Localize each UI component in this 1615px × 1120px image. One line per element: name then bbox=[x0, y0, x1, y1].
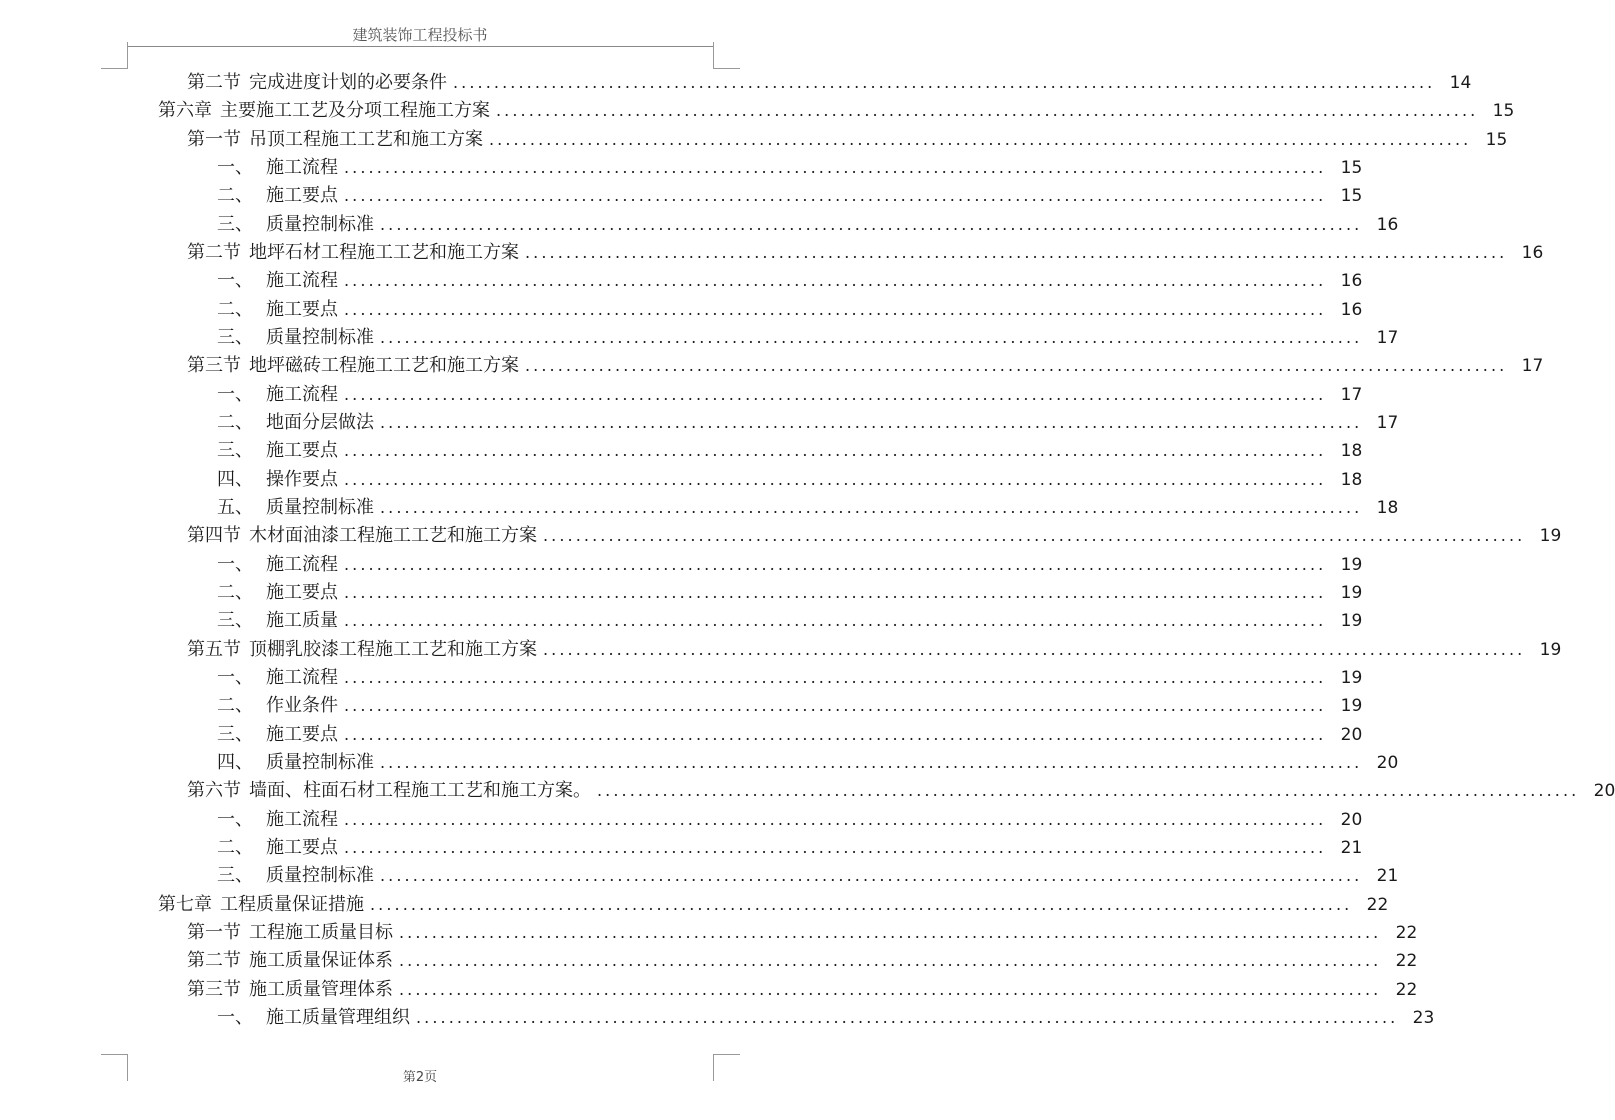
toc-dot-leader: ........................................................................................................................ bbox=[344, 158, 1327, 178]
toc-entry-page-number: 14 bbox=[1449, 73, 1472, 94]
toc-entry-page-number: 16 bbox=[1340, 299, 1363, 320]
toc-entry-page-number: 17 bbox=[1521, 356, 1544, 377]
toc-entry[interactable] bbox=[0, 239, 1544, 267]
toc-dot-leader: ........................................................................................................................ bbox=[344, 271, 1327, 291]
toc-entry-title: 施工质量管理体系 bbox=[249, 978, 393, 1000]
toc-entry-page-number: 15 bbox=[1492, 101, 1515, 122]
toc-entry-number: 第二节 bbox=[187, 950, 241, 972]
toc-dot-leader: ........................................................................................................................ bbox=[344, 469, 1327, 489]
toc-entry-number: 二、 bbox=[217, 695, 253, 717]
toc-entry-title: 质量控制标准 bbox=[266, 497, 374, 519]
toc-entry-title: 施工流程 bbox=[266, 383, 338, 405]
toc-dot-leader: ........................................................................................................................ bbox=[370, 894, 1353, 914]
toc-dot-leader: ........................................................................................................................ bbox=[543, 639, 1526, 659]
toc-entry[interactable] bbox=[0, 409, 1399, 437]
toc-entry-page-number: 19 bbox=[1340, 696, 1363, 717]
toc-entry-number: 四、 bbox=[217, 468, 253, 490]
toc-entry-page-number: 15 bbox=[1485, 129, 1508, 150]
toc-entry-page-number: 16 bbox=[1340, 271, 1363, 292]
toc-entry[interactable] bbox=[0, 324, 1399, 352]
toc-entry-title: 地坪石材工程施工工艺和施工方案 bbox=[249, 242, 519, 264]
toc-dot-leader: ........................................................................................................................ bbox=[344, 809, 1327, 829]
toc-entry[interactable] bbox=[0, 267, 1363, 295]
toc-entry[interactable] bbox=[0, 692, 1363, 720]
toc-entry-number: 第五节 bbox=[187, 638, 241, 660]
toc-entry-number: 第三节 bbox=[187, 355, 241, 377]
toc-entry-page-number: 21 bbox=[1376, 866, 1399, 887]
toc-dot-leader: ........................................................................................................................ bbox=[344, 186, 1327, 206]
toc-entry[interactable] bbox=[0, 607, 1363, 635]
toc-dot-leader: ........................................................................................................................ bbox=[344, 583, 1327, 603]
toc-entry-title: 施工要点 bbox=[266, 185, 338, 207]
toc-entry-page-number: 22 bbox=[1395, 951, 1418, 972]
toc-entry-number: 三、 bbox=[217, 213, 253, 235]
toc-entry[interactable] bbox=[0, 891, 1389, 919]
toc-dot-leader: ........................................................................................................................ bbox=[525, 356, 1508, 376]
toc-entry[interactable] bbox=[0, 664, 1363, 692]
toc-entry-page-number: 22 bbox=[1395, 979, 1418, 1000]
toc-entry-page-number: 19 bbox=[1340, 668, 1363, 689]
toc-entry[interactable] bbox=[0, 522, 1562, 550]
toc-entry-page-number: 18 bbox=[1340, 469, 1363, 490]
toc-entry[interactable] bbox=[0, 721, 1363, 749]
toc-entry-page-number: 17 bbox=[1376, 413, 1399, 434]
toc-entry-page-number: 20 bbox=[1593, 781, 1615, 802]
toc-entry-number: 二、 bbox=[217, 412, 253, 434]
toc-entry[interactable] bbox=[0, 579, 1363, 607]
toc-dot-leader: ........................................................................................................................ bbox=[489, 129, 1472, 149]
toc-entry-title: 作业条件 bbox=[266, 695, 338, 717]
toc-entry-page-number: 19 bbox=[1340, 554, 1363, 575]
toc-dot-leader: ........................................................................................................................ bbox=[380, 753, 1363, 773]
toc-entry-title: 木材面油漆工程施工工艺和施工方案 bbox=[249, 525, 537, 547]
toc-entry-title: 施工质量保证体系 bbox=[249, 950, 393, 972]
toc-dot-leader: ........................................................................................................................ bbox=[344, 696, 1327, 716]
toc-entry-page-number: 15 bbox=[1340, 158, 1363, 179]
toc-entry[interactable] bbox=[0, 154, 1363, 182]
toc-entry[interactable] bbox=[0, 551, 1363, 579]
toc-entry[interactable] bbox=[0, 381, 1363, 409]
crop-mark-top-right bbox=[713, 42, 740, 69]
toc-entry-number: 五、 bbox=[217, 497, 253, 519]
toc-entry-number: 第一节 bbox=[187, 922, 241, 943]
toc-entry-page-number: 16 bbox=[1521, 243, 1544, 264]
toc-entry[interactable] bbox=[0, 862, 1399, 890]
toc-entry[interactable] bbox=[0, 494, 1399, 522]
toc-entry-number: 二、 bbox=[217, 837, 253, 859]
toc-entry-page-number: 20 bbox=[1340, 809, 1363, 830]
toc-entry-page-number: 22 bbox=[1395, 923, 1418, 943]
toc-entry-page-number: 19 bbox=[1340, 611, 1363, 632]
toc-entry-page-number: 17 bbox=[1376, 328, 1399, 349]
toc-entry-title: 质量控制标准 bbox=[266, 752, 374, 774]
toc-entry-number: 四、 bbox=[217, 752, 253, 774]
toc-entry[interactable] bbox=[0, 806, 1363, 834]
toc-entry-number: 第二节 bbox=[187, 72, 241, 94]
toc-entry-page-number: 23 bbox=[1412, 1007, 1435, 1028]
toc-entry-number: 第六章 bbox=[158, 100, 212, 122]
toc-dot-leader: ........................................................................................................................ bbox=[399, 979, 1382, 999]
toc-entry-number: 二、 bbox=[217, 185, 253, 207]
toc-entry-page-number: 18 bbox=[1340, 441, 1363, 462]
toc-entry-title: 完成进度计划的必要条件 bbox=[249, 72, 447, 94]
toc-entry-title: 顶棚乳胶漆工程施工工艺和施工方案 bbox=[249, 638, 537, 660]
toc-entry-title: 施工流程 bbox=[266, 157, 338, 179]
toc-entry-number: 二、 bbox=[217, 298, 253, 320]
crop-mark-top-left bbox=[101, 42, 128, 69]
toc-entry-title: 施工质量管理组织 bbox=[266, 1006, 410, 1028]
toc-dot-leader: ........................................................................................................................ bbox=[525, 243, 1508, 263]
toc-dot-leader: ........................................................................................................................ bbox=[453, 73, 1436, 93]
toc-dot-leader: ........................................................................................................................ bbox=[597, 781, 1580, 801]
toc-entry-page-number: 15 bbox=[1340, 186, 1363, 207]
toc-entry[interactable] bbox=[0, 211, 1399, 239]
toc-entry[interactable] bbox=[0, 97, 1515, 125]
toc-entry[interactable] bbox=[0, 947, 1418, 975]
toc-dot-leader: ........................................................................................................................ bbox=[380, 498, 1363, 518]
toc-entry-title: 施工流程 bbox=[266, 667, 338, 689]
toc-entry-page-number: 20 bbox=[1376, 753, 1399, 774]
toc-entry[interactable] bbox=[0, 352, 1544, 380]
toc-entry-title: 施工流程 bbox=[266, 808, 338, 830]
toc-dot-leader: ........................................................................................................................ bbox=[380, 328, 1363, 348]
toc-entry-title: 主要施工工艺及分项工程施工方案 bbox=[220, 100, 490, 122]
toc-entry[interactable] bbox=[0, 182, 1363, 210]
toc-entry[interactable] bbox=[0, 466, 1363, 494]
toc-entry-number: 第六节 bbox=[187, 780, 241, 802]
toc-entry-number: 二、 bbox=[217, 582, 253, 604]
toc-dot-leader: ........................................................................................................................ bbox=[344, 611, 1327, 631]
toc-entry-number: 一、 bbox=[217, 157, 253, 179]
toc-entry-title: 施工要点 bbox=[266, 837, 338, 859]
toc-entry-page-number: 22 bbox=[1366, 894, 1389, 915]
toc-entry-number: 三、 bbox=[217, 327, 253, 349]
toc-entry-number: 一、 bbox=[217, 808, 253, 830]
toc-entry-title: 施工要点 bbox=[266, 440, 338, 462]
toc-entry-title: 操作要点 bbox=[266, 468, 338, 490]
toc-entry-number: 三、 bbox=[217, 610, 253, 632]
toc-entry-title: 施工要点 bbox=[266, 298, 338, 320]
toc-entry[interactable] bbox=[0, 919, 1418, 947]
toc-dot-leader: ........................................................................................................................ bbox=[399, 923, 1382, 942]
toc-entry-number: 第一节 bbox=[187, 128, 241, 150]
toc-entry-page-number: 20 bbox=[1340, 724, 1363, 745]
toc-entry-number: 三、 bbox=[217, 440, 253, 462]
toc-dot-leader: ........................................................................................................................ bbox=[380, 866, 1363, 886]
toc-entry-page-number: 16 bbox=[1376, 214, 1399, 235]
toc-dot-leader: ........................................................................................................................ bbox=[380, 413, 1363, 433]
toc-entry-page-number: 19 bbox=[1539, 639, 1562, 660]
toc-dot-leader: ........................................................................................................................ bbox=[399, 951, 1382, 971]
toc-entry-title: 地面分层做法 bbox=[266, 412, 374, 434]
toc-entry-title: 施工质量 bbox=[266, 610, 338, 632]
toc-entry-title: 施工要点 bbox=[266, 723, 338, 745]
page-number-footer: 第2页 bbox=[402, 1070, 438, 1085]
running-header-title: 建筑装饰工程投标书 bbox=[352, 26, 488, 44]
toc-dot-leader: ........................................................................................................................ bbox=[543, 526, 1526, 546]
toc-entry-page-number: 17 bbox=[1340, 384, 1363, 405]
toc-entry-title: 墙面、柱面石材工程施工工艺和施工方案。 bbox=[249, 780, 591, 802]
toc-entry-title: 施工要点 bbox=[266, 582, 338, 604]
toc-entry[interactable] bbox=[0, 69, 1472, 97]
toc-dot-leader: ........................................................................................................................ bbox=[416, 1007, 1399, 1027]
toc-entry-title: 工程质量保证措施 bbox=[220, 893, 364, 915]
toc-entry[interactable] bbox=[0, 834, 1363, 862]
toc-entry-number: 一、 bbox=[217, 383, 253, 405]
toc-entry-page-number: 19 bbox=[1340, 583, 1363, 604]
toc-dot-leader: ........................................................................................................................ bbox=[344, 299, 1327, 319]
toc-entry-title: 质量控制标准 bbox=[266, 327, 374, 349]
toc-entry[interactable] bbox=[0, 749, 1399, 777]
toc-entry-number: 一、 bbox=[217, 553, 253, 575]
toc-entry-number: 第四节 bbox=[187, 525, 241, 547]
toc-dot-leader: ........................................................................................................................ bbox=[380, 214, 1363, 234]
toc-entry-title: 地坪磁砖工程施工工艺和施工方案 bbox=[249, 355, 519, 377]
toc-entry-title: 质量控制标准 bbox=[266, 213, 374, 235]
header-rule bbox=[127, 46, 713, 47]
toc-entry-title: 质量控制标准 bbox=[266, 865, 374, 887]
toc-entry-number: 第二节 bbox=[187, 242, 241, 264]
toc-dot-leader: ........................................................................................................................ bbox=[496, 101, 1479, 121]
toc-dot-leader: ........................................................................................................................ bbox=[344, 724, 1327, 744]
toc-entry-title: 施工流程 bbox=[266, 553, 338, 575]
toc-entry[interactable] bbox=[0, 126, 1508, 154]
toc-entry-number: 一、 bbox=[217, 270, 253, 292]
toc-entry-page-number: 21 bbox=[1340, 838, 1363, 859]
toc-dot-leader: ........................................................................................................................ bbox=[344, 554, 1327, 574]
toc-entry-page-number: 19 bbox=[1539, 526, 1562, 547]
toc-entry[interactable] bbox=[0, 1004, 1435, 1032]
toc-dot-leader: ........................................................................................................................ bbox=[344, 668, 1327, 688]
toc-entry[interactable] bbox=[0, 296, 1363, 324]
toc-entry[interactable] bbox=[0, 636, 1562, 664]
toc-entry-title: 施工流程 bbox=[266, 270, 338, 292]
toc-entry[interactable] bbox=[0, 777, 1615, 805]
toc-entry-number: 一、 bbox=[217, 1006, 253, 1028]
table-of-contents bbox=[0, 69, 1615, 1032]
toc-dot-leader: ........................................................................................................................ bbox=[344, 441, 1327, 461]
toc-entry[interactable] bbox=[0, 437, 1363, 465]
toc-entry-number: 三、 bbox=[217, 723, 253, 745]
toc-entry-number: 三、 bbox=[217, 865, 253, 887]
toc-dot-leader: ........................................................................................................................ bbox=[344, 838, 1327, 858]
toc-entry-title: 吊顶工程施工工艺和施工方案 bbox=[249, 128, 483, 150]
toc-entry-number: 第三节 bbox=[187, 978, 241, 1000]
toc-entry-number: 一、 bbox=[217, 667, 253, 689]
toc-dot-leader: ........................................................................................................................ bbox=[344, 384, 1327, 404]
toc-entry-title: 工程施工质量目标 bbox=[249, 922, 393, 943]
toc-entry-number: 第七章 bbox=[158, 893, 212, 915]
toc-entry[interactable] bbox=[0, 976, 1418, 1004]
toc-entry-page-number: 18 bbox=[1376, 498, 1399, 519]
